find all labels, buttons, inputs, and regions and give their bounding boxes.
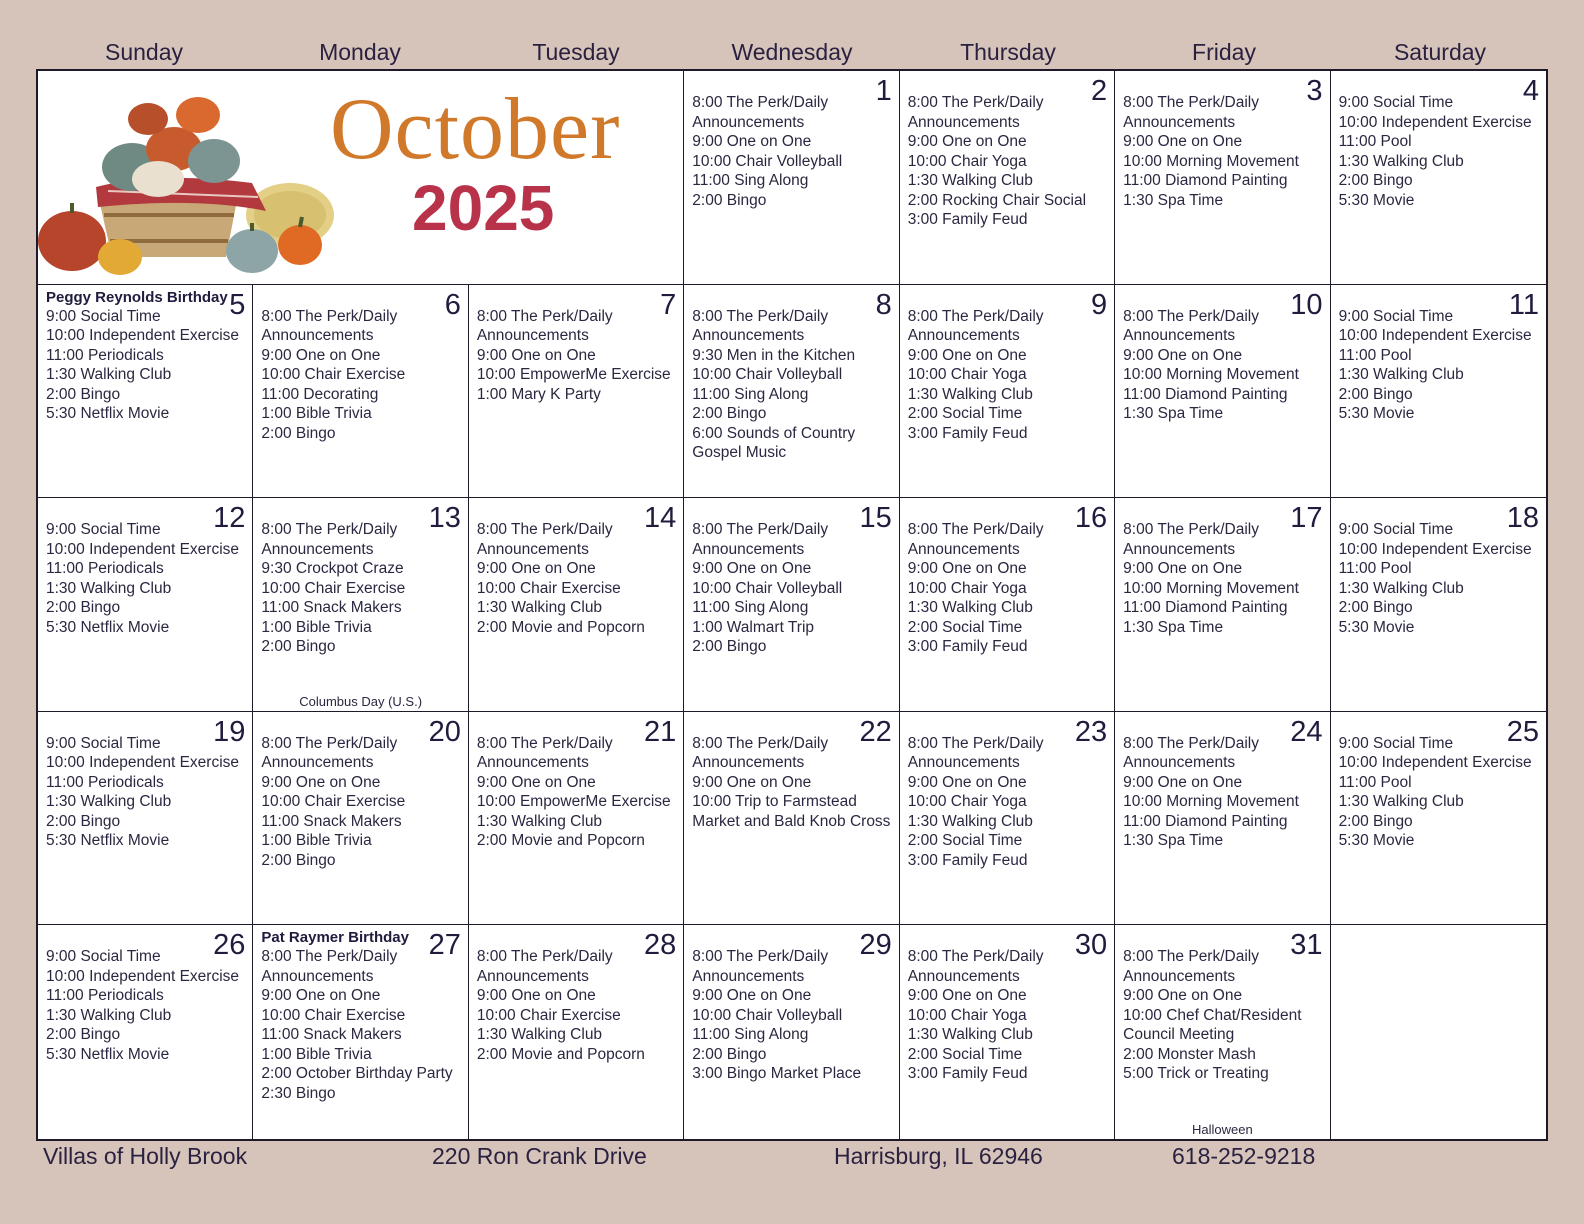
event-item: 5:30 Netflix Movie (46, 618, 170, 636)
event-item: 2:00 Bingo (1338, 812, 1413, 830)
event-item: 8:00 The Perk/Daily Announcements (1123, 307, 1259, 345)
day-cell (684, 498, 899, 712)
event-list (1123, 734, 1323, 851)
birthday-note: Peggy Reynolds Birthday (46, 288, 228, 306)
event-item: 9:00 One on One (907, 987, 1027, 1005)
event-item: 11:00 Sing Along (692, 1026, 809, 1044)
day-number: 16 (1074, 502, 1108, 535)
event-item: 2:00 Bingo (692, 405, 767, 423)
day-number: 5 (229, 288, 246, 321)
event-item: 1:30 Walking Club (476, 812, 603, 830)
footer-phone: 618-252-9218 (1172, 1143, 1316, 1169)
event-item: 8:00 The Perk/Daily Announcements (692, 94, 829, 131)
day-cell (1115, 71, 1330, 285)
day-cell (684, 925, 899, 1139)
event-list (908, 734, 1108, 871)
event-list (46, 734, 246, 851)
event-item: 2:30 Bingo (261, 1084, 336, 1102)
event-list (692, 307, 892, 463)
event-item: 8:00 The Perk/Daily Announcements (692, 948, 829, 985)
event-list (46, 520, 246, 637)
month-banner (38, 71, 684, 285)
event-item: 11:00 Periodicals (46, 346, 164, 364)
event-list (477, 734, 677, 851)
event-item: 1:30 Walking Club (46, 1006, 172, 1024)
event-item: 2:00 Bingo (46, 1026, 121, 1044)
event-list (261, 307, 461, 444)
event-item: 11:00 Snack Makers (261, 599, 402, 617)
event-item: 11:00 Sing Along (692, 599, 809, 617)
event-list (46, 307, 246, 424)
event-item: 9:00 One on One (476, 560, 596, 578)
event-item: 3:00 Family Feud (907, 424, 1028, 442)
event-item: 9:00 Social Time (1338, 307, 1454, 325)
event-item: 1:30 Walking Club (476, 599, 603, 617)
day-number: 29 (859, 929, 892, 962)
day-number: 4 (1522, 75, 1539, 107)
event-item: 1:30 Walking Club (1338, 793, 1464, 811)
day-number: 1 (875, 75, 892, 107)
event-item: 8:00 The Perk/Daily Announcements (1123, 734, 1259, 772)
event-item: 10:00 Chair Yoga (907, 579, 1027, 597)
day-number: 10 (1290, 288, 1323, 321)
event-item: 2:00 Bingo (261, 851, 336, 869)
event-item: 2:00 Monster Mash (1123, 1045, 1256, 1063)
day-cell (1115, 285, 1330, 499)
event-item: 5:00 Trick or Treating (1123, 1065, 1269, 1083)
event-list (477, 947, 677, 1064)
event-item: 9:00 One on One (907, 560, 1027, 578)
event-item: 9:00 One on One (907, 773, 1027, 791)
weekday-tuesday: Tuesday (532, 39, 620, 65)
event-item: 5:30 Movie (1338, 618, 1415, 636)
day-number: 14 (644, 502, 677, 535)
event-item: 1:00 Walmart Trip (692, 618, 815, 636)
event-list (1339, 93, 1540, 210)
event-item: 2:00 Social Time (907, 618, 1023, 636)
event-item: 9:00 One on One (692, 560, 812, 578)
day-number: 19 (213, 715, 246, 748)
day-number: 27 (428, 929, 461, 962)
event-item: 8:00 The Perk/Daily Announcements (261, 734, 398, 772)
day-cell (253, 712, 468, 926)
event-list (1339, 734, 1540, 851)
event-item: 11:00 Snack Makers (261, 812, 402, 830)
event-item: 2:00 Bingo (1338, 599, 1413, 617)
day-cell (900, 712, 1115, 926)
day-cell (38, 285, 253, 499)
event-item: 10:00 Independent Exercise (1338, 113, 1532, 131)
holiday-label: Halloween (1192, 1122, 1253, 1137)
event-item: 10:00 Chair Exercise (261, 366, 406, 384)
event-list (1123, 93, 1323, 210)
event-item: 8:00 The Perk/Daily Announcements (1123, 94, 1259, 131)
event-item: 8:00 The Perk/Daily Announcements (1123, 948, 1259, 985)
event-list (692, 947, 892, 1084)
event-item: 2:00 Bingo (261, 424, 336, 442)
event-item: 9:00 One on One (261, 987, 381, 1005)
event-item: 10:00 Chair Volleyball (692, 152, 843, 170)
event-item: 2:00 Movie and Popcorn (476, 1045, 645, 1063)
event-list (261, 520, 461, 657)
weekday-header-row (36, 36, 1548, 68)
event-list (1339, 307, 1540, 424)
day-cell (900, 71, 1115, 285)
event-item: 9:30 Men in the Kitchen (692, 346, 856, 364)
event-item: 11:00 Diamond Painting (1123, 385, 1288, 403)
event-item: 9:00 One on One (261, 773, 381, 791)
day-cell (900, 285, 1115, 499)
event-item: 11:00 Diamond Painting (1123, 599, 1288, 617)
event-item: 10:00 Morning Movement (1123, 793, 1299, 811)
event-item: 1:30 Walking Club (46, 366, 172, 384)
event-item: 11:00 Diamond Painting (1123, 812, 1288, 830)
event-item: 9:00 One on One (476, 346, 596, 364)
birthday-note: Pat Raymer Birthday (261, 929, 409, 947)
event-item: 10:00 Independent Exercise (1338, 327, 1532, 345)
event-list (1123, 307, 1323, 424)
event-item: 1:00 Bible Trivia (261, 1045, 372, 1063)
day-cell (469, 498, 684, 712)
event-item: 9:00 One on One (692, 773, 812, 791)
event-item: 10:00 Independent Exercise (46, 540, 240, 558)
event-item: 8:00 The Perk/Daily Announcements (692, 734, 829, 772)
event-item: 2:00 Bingo (692, 638, 767, 656)
event-list (261, 734, 461, 871)
event-item: 2:00 Social Time (907, 1045, 1023, 1063)
weekday-monday: Monday (319, 39, 401, 65)
day-cell (1331, 925, 1546, 1139)
day-cell (1115, 712, 1330, 926)
event-item: 2:00 Rocking Chair Social (907, 191, 1087, 209)
banner-year: 2025 (412, 172, 555, 244)
event-item: 2:00 Movie and Popcorn (476, 832, 645, 850)
weekday-thursday: Thursday (960, 39, 1056, 65)
holiday-label: Columbus Day (U.S.) (299, 693, 423, 709)
event-item: 1:00 Mary K Party (476, 385, 601, 403)
event-item: 5:30 Netflix Movie (46, 405, 170, 423)
event-item: 3:00 Bingo Market Place (692, 1065, 862, 1083)
event-list (908, 307, 1108, 444)
event-item: 10:00 Chef Chat/Resident Council Meeting (1123, 1006, 1302, 1044)
event-item: 8:00 The Perk/Daily Announcements (907, 948, 1044, 985)
day-cell (1331, 285, 1546, 499)
event-item: 1:30 Walking Club (1338, 579, 1464, 597)
weekday-sunday: Sunday (104, 39, 183, 65)
event-item: 11:00 Sing Along (692, 172, 809, 189)
event-item: 1:30 Walking Club (476, 1026, 603, 1044)
day-cell (900, 498, 1115, 712)
event-item: 10:00 Independent Exercise (46, 967, 240, 985)
event-item: 9:00 One on One (476, 987, 596, 1005)
day-cell (684, 712, 899, 926)
event-item: 10:00 EmpowerMe Exercise (476, 366, 671, 384)
event-item: 9:00 One on One (907, 133, 1027, 150)
event-item: 8:00 The Perk/Daily Announcements (907, 521, 1044, 558)
event-item: 9:00 Social Time (46, 521, 161, 539)
event-list (1123, 947, 1323, 1084)
event-item: 9:00 One on One (907, 346, 1027, 364)
day-number: 24 (1290, 715, 1323, 748)
day-number: 8 (875, 288, 892, 321)
day-number: 11 (1508, 288, 1539, 321)
event-item: 5:30 Netflix Movie (46, 832, 170, 850)
event-item: 1:30 Spa Time (1123, 191, 1224, 209)
event-item: 10:00 Independent Exercise (46, 754, 240, 772)
event-item: 10:00 Chair Yoga (907, 793, 1027, 811)
day-number: 7 (660, 288, 677, 321)
event-item: 2:00 Bingo (46, 599, 121, 617)
event-item: 11:00 Pool (1338, 773, 1412, 791)
event-item: 9:00 Social Time (1338, 521, 1454, 539)
event-item: 9:00 Social Time (1338, 94, 1454, 111)
event-item: 9:00 One on One (692, 987, 812, 1005)
event-item: 10:00 EmpowerMe Exercise (476, 793, 671, 811)
event-item: 1:30 Walking Club (1338, 366, 1464, 384)
event-item: 10:00 Independent Exercise (1338, 754, 1532, 772)
event-item: 9:00 One on One (1123, 987, 1243, 1005)
event-item: 10:00 Independent Exercise (1338, 540, 1532, 558)
event-item: 2:00 October Birthday Party (261, 1065, 453, 1083)
day-cell (469, 925, 684, 1139)
day-cell (38, 498, 253, 712)
day-number: 21 (644, 715, 677, 748)
day-cell (1115, 498, 1330, 712)
event-item: 11:00 Diamond Painting (1123, 172, 1288, 189)
event-list (908, 520, 1108, 657)
event-item: 2:00 Social Time (907, 405, 1023, 423)
event-item: 11:00 Pool (1338, 560, 1412, 578)
footer (0, 1140, 1584, 1176)
pumpkin-basket-illustration (38, 75, 338, 275)
event-item: 10:00 Chair Volleyball (692, 1006, 843, 1024)
event-item: 8:00 The Perk/Daily Announcements (261, 521, 398, 558)
calendar-grid (36, 69, 1548, 1141)
event-item: 1:30 Walking Club (46, 579, 172, 597)
event-item: 10:00 Chair Yoga (907, 1006, 1027, 1024)
event-item: 9:00 Social Time (46, 948, 161, 966)
event-item: 10:00 Chair Yoga (907, 366, 1027, 384)
day-cell (1331, 71, 1546, 285)
event-item: 9:00 One on One (692, 133, 812, 150)
day-number: 22 (859, 715, 892, 748)
event-item: 1:30 Walking Club (907, 172, 1033, 189)
day-number: 15 (859, 502, 892, 535)
event-item: 10:00 Chair Exercise (476, 1006, 621, 1024)
event-list (261, 947, 461, 1103)
event-item: 10:00 Independent Exercise (46, 327, 240, 345)
event-item: 9:00 Social Time (46, 734, 161, 752)
event-list (692, 93, 892, 210)
event-item: 10:00 Chair Yoga (907, 152, 1027, 170)
event-item: 8:00 The Perk/Daily Announcements (692, 521, 829, 558)
event-item: 3:00 Family Feud (907, 211, 1028, 228)
event-item: 8:00 The Perk/Daily Announcements (907, 734, 1044, 772)
event-item: 9:00 One on One (1123, 560, 1243, 578)
day-number: 6 (444, 288, 461, 321)
event-item: 2:00 Bingo (1338, 385, 1413, 403)
event-item: 9:00 Social Time (1338, 734, 1454, 752)
event-list (908, 947, 1108, 1084)
event-item: 10:00 Morning Movement (1123, 152, 1299, 170)
event-item: 1:00 Bible Trivia (261, 405, 372, 423)
event-item: 5:30 Movie (1338, 832, 1415, 850)
event-item: 5:30 Netflix Movie (46, 1045, 170, 1063)
day-number: 23 (1074, 715, 1108, 748)
event-item: 2:00 Bingo (46, 812, 121, 830)
event-item: 6:00 Sounds of Country Gospel Music (692, 424, 856, 462)
event-item: 1:30 Walking Club (907, 812, 1033, 830)
day-number: 20 (428, 715, 461, 748)
event-item: 2:00 Social Time (907, 832, 1023, 850)
event-item: 11:00 Periodicals (46, 987, 164, 1005)
event-item: 1:30 Spa Time (1123, 618, 1224, 636)
event-item: 11:00 Periodicals (46, 560, 164, 578)
event-item: 2:00 Bingo (46, 385, 121, 403)
event-item: 8:00 The Perk/Daily Announcements (476, 521, 613, 558)
event-item: 8:00 The Perk/Daily Announcements (261, 948, 398, 985)
event-item: 8:00 The Perk/Daily Announcements (907, 307, 1044, 345)
footer-city: Harrisburg, IL 62946 (834, 1143, 1043, 1169)
event-item: 5:30 Movie (1338, 405, 1415, 423)
day-number: 13 (428, 502, 461, 535)
event-item: 1:30 Spa Time (1123, 405, 1224, 423)
event-item: 1:30 Walking Club (907, 1026, 1033, 1044)
day-number: 18 (1506, 502, 1539, 535)
event-list (477, 520, 677, 637)
event-item: 2:00 Bingo (1338, 172, 1413, 189)
event-item: 2:00 Bingo (261, 638, 336, 656)
day-cell (469, 712, 684, 926)
event-list (46, 947, 246, 1064)
weekday-wednesday: Wednesday (731, 39, 853, 65)
day-number: 3 (1306, 75, 1323, 107)
event-item: 8:00 The Perk/Daily Announcements (907, 94, 1044, 131)
event-item: 10:00 Chair Exercise (261, 579, 406, 597)
event-list (477, 307, 677, 405)
event-item: 11:00 Pool (1338, 133, 1412, 150)
event-item: 11:00 Snack Makers (261, 1026, 402, 1044)
event-item: 11:00 Pool (1338, 346, 1412, 364)
day-cell (38, 925, 253, 1139)
event-item: 11:00 Sing Along (692, 385, 809, 403)
day-cell (253, 925, 468, 1139)
event-item: 1:00 Bible Trivia (261, 832, 372, 850)
event-item: 1:00 Bible Trivia (261, 618, 372, 636)
event-item: 3:00 Family Feud (907, 851, 1028, 869)
weekday-saturday: Saturday (1393, 39, 1487, 65)
event-item: 8:00 The Perk/Daily Announcements (692, 307, 829, 345)
weekday-friday: Friday (1192, 39, 1256, 65)
day-number: 30 (1074, 929, 1108, 962)
day-cell (253, 285, 468, 499)
day-cell (684, 285, 899, 499)
day-number: 17 (1290, 502, 1323, 535)
event-item: 2:00 Movie and Popcorn (476, 618, 645, 636)
day-cell (253, 498, 468, 712)
event-item: 10:00 Morning Movement (1123, 366, 1299, 384)
event-item: 10:00 Chair Volleyball (692, 579, 843, 597)
day-cell (1331, 712, 1546, 926)
event-item: 1:30 Spa Time (1123, 832, 1224, 850)
event-item: 11:00 Periodicals (46, 773, 164, 791)
event-item: 10:00 Chair Exercise (261, 1006, 406, 1024)
footer-address: 220 Ron Crank Drive (432, 1143, 647, 1169)
footer-community-name: Villas of Holly Brook (43, 1143, 248, 1169)
day-number: 26 (213, 929, 246, 962)
day-cell (38, 712, 253, 926)
event-item: 10:00 Trip to Farmstead Market and Bald Knob Cross (692, 793, 891, 830)
event-item: 9:00 Social Time (46, 307, 161, 325)
event-item: 1:30 Walking Club (907, 599, 1033, 617)
event-item: 2:00 Bingo (692, 1045, 767, 1063)
event-item: 9:00 One on One (1123, 346, 1243, 364)
event-item: 10:00 Chair Exercise (476, 579, 621, 597)
event-item: 9:30 Crockpot Craze (261, 560, 404, 578)
event-item: 1:30 Walking Club (46, 793, 172, 811)
event-item: 9:00 One on One (261, 346, 381, 364)
day-number: 31 (1290, 929, 1323, 962)
event-item: 10:00 Chair Exercise (261, 793, 406, 811)
event-item: 1:30 Walking Club (1338, 152, 1464, 170)
event-item: 11:00 Decorating (261, 385, 379, 403)
event-item: 1:30 Walking Club (907, 385, 1033, 403)
day-cell (900, 925, 1115, 1139)
event-item: 8:00 The Perk/Daily Announcements (476, 307, 613, 345)
event-item: 10:00 Chair Volleyball (692, 366, 843, 384)
event-item: 9:00 One on One (1123, 773, 1243, 791)
day-number: 9 (1091, 288, 1108, 321)
day-number: 28 (644, 929, 677, 962)
event-item: 10:00 Morning Movement (1123, 579, 1299, 597)
event-list (908, 93, 1108, 230)
event-item: 8:00 The Perk/Daily Announcements (476, 734, 613, 772)
event-list (1123, 520, 1323, 637)
day-cell (684, 71, 899, 285)
day-number: 12 (213, 502, 246, 535)
day-number: 25 (1506, 715, 1539, 748)
event-item: 8:00 The Perk/Daily Announcements (1123, 521, 1259, 558)
event-list (1339, 520, 1540, 637)
event-item: 9:00 One on One (476, 773, 596, 791)
day-cell (469, 285, 684, 499)
event-item: 8:00 The Perk/Daily Announcements (261, 307, 398, 345)
event-item: 8:00 The Perk/Daily Announcements (476, 948, 613, 985)
event-item: 3:00 Family Feud (907, 638, 1028, 656)
event-item: 2:00 Bingo (692, 191, 767, 209)
event-item: 5:30 Movie (1338, 191, 1415, 209)
event-item: 9:00 One on One (1123, 133, 1243, 150)
day-cell (1115, 925, 1330, 1139)
day-number: 2 (1091, 75, 1108, 107)
event-list (692, 520, 892, 657)
banner-month: October (330, 81, 621, 178)
day-cell (1331, 498, 1546, 712)
event-item: 3:00 Family Feud (907, 1065, 1028, 1083)
